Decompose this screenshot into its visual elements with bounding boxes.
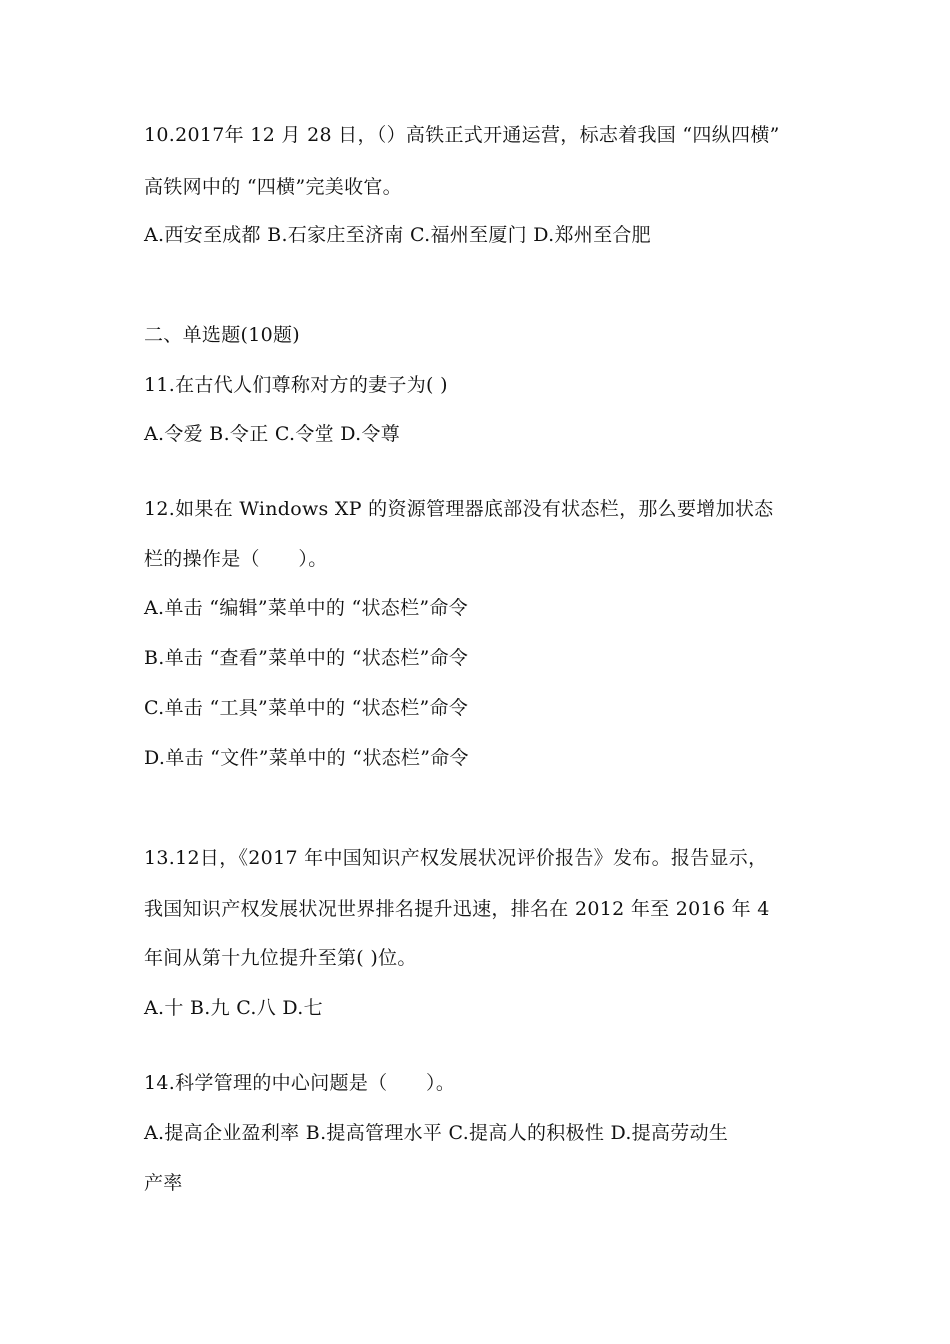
question-10-stem-line-2: 高铁网中的 “四横”完美收官。 <box>144 176 402 198</box>
question-14-stem: 14.科学管理的中心问题是（ ）。 <box>144 1072 456 1094</box>
question-13-stem-line-3: 年间从第十九位提升至第( )位。 <box>144 947 417 969</box>
question-13-stem-line-1: 13.12日，《2017 年中国知识产权发展状况评价报告》发布。报告显示， <box>144 847 768 869</box>
question-13-options: A.十 B.九 C.八 D.七 <box>144 997 323 1019</box>
question-11-options: A.令爱 B.令正 C.令堂 D.令尊 <box>144 423 401 445</box>
section-2-heading: 二、单选题(10题) <box>144 324 301 346</box>
question-10-stem-line-1: 10.2017年 12 月 28 日，（）高铁正式开通运营，标志着我国 “四纵四横” <box>144 124 780 146</box>
question-12-option-d: D.单击 “文件”菜单中的 “状态栏”命令 <box>144 747 469 769</box>
question-12-option-a: A.单击 “编辑”菜单中的 “状态栏”命令 <box>144 597 468 619</box>
question-12-option-c: C.单击 “工具”菜单中的 “状态栏”命令 <box>144 697 469 719</box>
question-12-stem-line-1: 12.如果在 Windows XP 的资源管理器底部没有状态栏，那么要增加状态 <box>144 498 774 520</box>
question-12-stem-line-2: 栏的操作是（ ）。 <box>144 548 328 570</box>
question-10-options: A.西安至成都 B.石家庄至济南 C.福州至厦门 D.郑州至合肥 <box>144 224 651 246</box>
question-11-stem: 11.在古代人们尊称对方的妻子为( ) <box>144 374 448 396</box>
question-14-options-line-1: A.提高企业盈利率 B.提高管理水平 C.提高人的积极性 D.提高劳动生 <box>144 1122 729 1144</box>
question-14-options-line-2: 产率 <box>144 1172 183 1194</box>
question-13-stem-line-2: 我国知识产权发展状况世界排名提升迅速，排名在 2012 年至 2016 年 4 <box>144 898 770 920</box>
question-12-option-b: B.单击 “查看”菜单中的 “状态栏”命令 <box>144 647 469 669</box>
